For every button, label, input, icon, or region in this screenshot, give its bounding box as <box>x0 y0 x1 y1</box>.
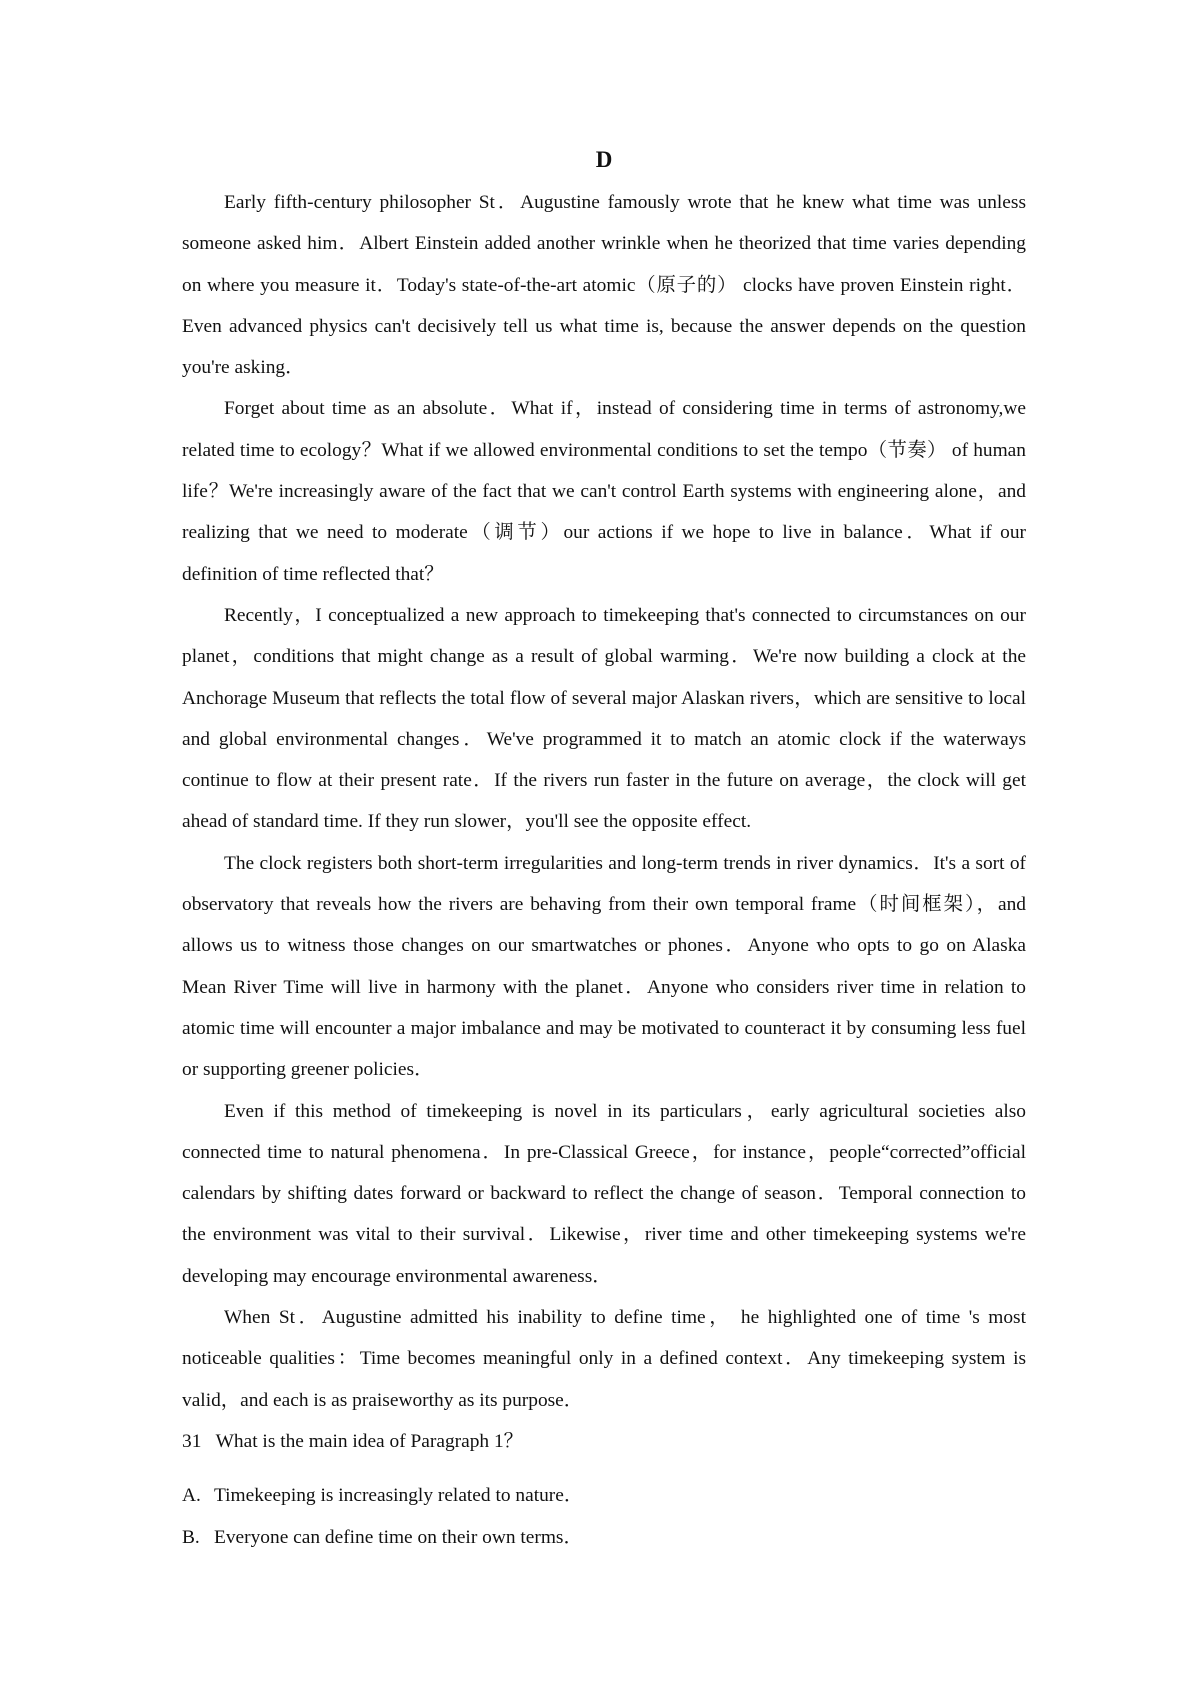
answer-options <box>182 1475 1026 1558</box>
passage-paragraph-2: Forget about time as an absolute．What if，instead of considering time in terms of astronomy,we related time to ecology？What if we allowed environmental conditions to set the tempo（节奏） of human life？We're increasingly aware of the fact that we can't control Earth systems with engineering alone，and realizing that we need to moderate（调节）our actions if we hope to live in balance．What if our definition of time reflected that？ <box>182 398 1026 585</box>
option-a <box>182 1475 1026 1516</box>
option-b-text: Everyone can define time on their own terms． <box>214 1526 583 1548</box>
option-b-letter: B. <box>182 1526 200 1548</box>
section-title: D <box>595 147 613 172</box>
option-b <box>182 1517 1026 1558</box>
option-a-text: Timekeeping is increasingly related to nature． <box>214 1485 584 1507</box>
passage-paragraph-6: When St．Augustine admitted his inability to define time， he highlighted one of time 's most noticeable qualities：Time becomes meaningful only in a defined context．Any timekeeping system is valid，and each is as praiseworthy as its purpose． <box>182 1307 1026 1411</box>
option-a-letter: A. <box>182 1485 201 1507</box>
passage-paragraph-4: The clock registers both short-term irregularities and long-term trends in river dynamics．It's a sort of observatory that reveals how the rivers are behaving from their own temporal frame（时间框架），and allows us to witness those changes on our smartwatches or phones．Anyone who opts to go on Alaska Mean River Time will live in harmony with the planet．Anyone who considers river time in relation to atomic time will encounter a major imbalance and may be motivated to counteract it by consuming less fuel or supporting greener policies． <box>182 852 1026 1081</box>
question-text: What is the main idea of Paragraph 1？ <box>215 1430 524 1452</box>
passage-paragraph-3: Recently，I conceptualized a new approach to timekeeping that's connected to circumstances on our planet，conditions that might change as a result of global warming．We're now building a clock at the Anchorage Museum that reflects the total flow of several major Alaskan rivers，which are sensitive to local and global environmental changes．We've programmed it to match an atomic clock if the waterways continue to flow at their present rate．If the rivers run faster in the future on average，the clock will get ahead of standard time. If they run slower，you'll see the opposite effect. <box>182 604 1026 833</box>
passage-paragraph-1: Early fifth-century philosopher St．Augustine famously wrote that he knew what time was unless someone asked him．Albert Einstein added another wrinkle when he theorized that time varies depending on where you measure it．Today's state-of-the-art atomic（原子的） clocks have proven Einstein right．Even advanced physics can't decisively tell us what time is, because the answer depends on the question you're asking． <box>182 192 1026 379</box>
question-31 <box>182 1421 1026 1462</box>
reading-passage <box>182 182 1026 1421</box>
question-number: 31 <box>182 1430 202 1452</box>
passage-paragraph-5: Even if this method of timekeeping is novel in its particulars，early agricultural societies also connected time to natural phenomena．In pre-Classical Greece，for instance，people“corrected”official calendars by shifting dates forward or backward to reflect the change of season．Temporal connection to the environment was vital to their survival．Likewise，river time and other timekeeping systems we're developing may encourage environmental awareness． <box>182 1100 1026 1287</box>
document-page <box>182 138 1026 1558</box>
